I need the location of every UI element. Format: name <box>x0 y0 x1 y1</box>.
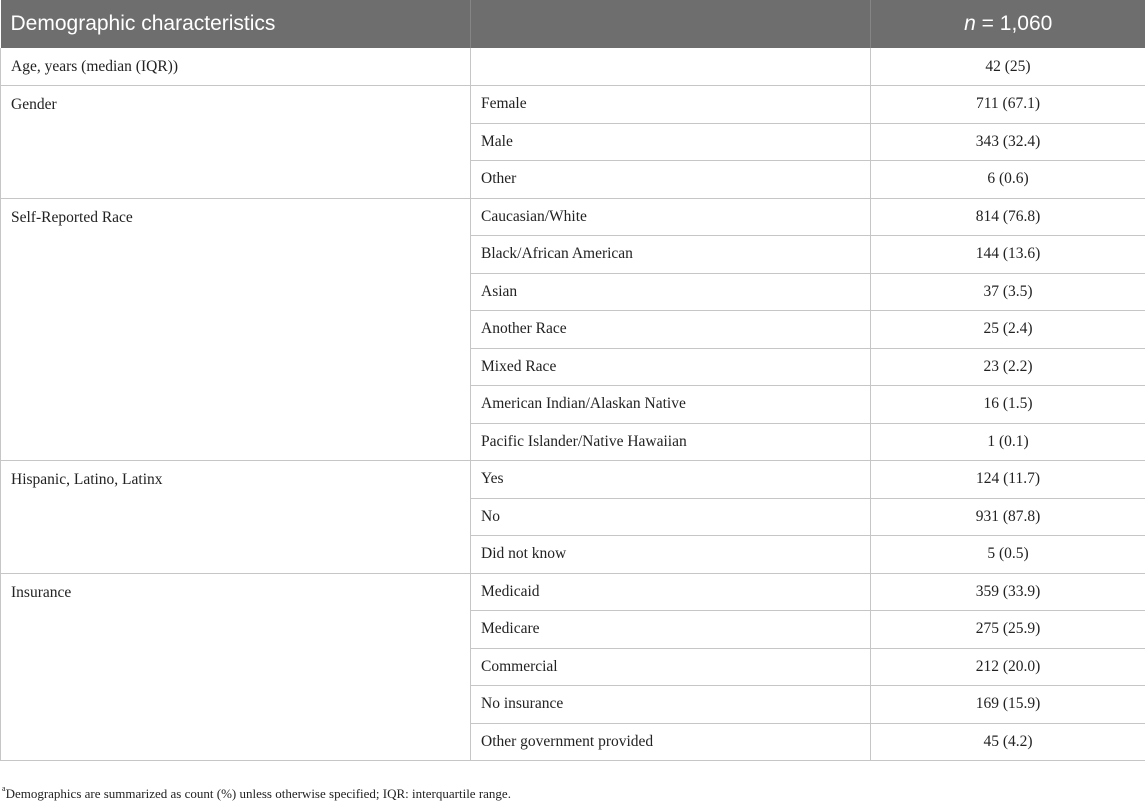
category-label: Insurance <box>1 573 471 761</box>
subcategory-label: Medicaid <box>471 573 871 611</box>
count-percent-value: 124 (11.7) <box>871 461 1145 499</box>
subcategory-label: Asian <box>471 273 871 311</box>
subcategory-label: Other <box>471 161 871 199</box>
count-percent-value: 6 (0.6) <box>871 161 1145 199</box>
subcategory-label: Other government provided <box>471 723 871 761</box>
header-n-value: = 1,060 <box>975 12 1053 35</box>
table-row <box>1 86 1145 124</box>
table-row <box>1 573 1145 611</box>
count-percent-value: 359 (33.9) <box>871 573 1145 611</box>
header-row <box>1 0 1145 48</box>
table-row <box>1 48 1145 86</box>
subcategory-label: No <box>471 498 871 536</box>
header-subcategory <box>471 0 871 48</box>
footnote-text: Demographics are summarized as count (%) unless otherwise specified; IQR: interquartile range. <box>5 786 511 801</box>
subcategory-label: Mixed Race <box>471 348 871 386</box>
table-row <box>1 461 1145 499</box>
count-percent-value: 931 (87.8) <box>871 498 1145 536</box>
subcategory-label: American Indian/Alaskan Native <box>471 386 871 424</box>
subcategory-label: Male <box>471 123 871 161</box>
category-label: Gender <box>1 86 471 199</box>
subcategory-label: Female <box>471 86 871 124</box>
count-percent-value: 1 (0.1) <box>871 423 1145 461</box>
count-percent-value: 25 (2.4) <box>871 311 1145 349</box>
count-percent-value: 343 (32.4) <box>871 123 1145 161</box>
count-percent-value: 42 (25) <box>871 48 1145 86</box>
category-label: Hispanic, Latino, Latinx <box>1 461 471 574</box>
count-percent-value: 5 (0.5) <box>871 536 1145 574</box>
footnote-marker: a <box>2 784 6 793</box>
count-percent-value: 144 (13.6) <box>871 236 1145 274</box>
header-demographic-characteristics: Demographic characteristics <box>1 0 471 48</box>
subcategory-label: Another Race <box>471 311 871 349</box>
subcategory-label: Pacific Islander/Native Hawaiian <box>471 423 871 461</box>
count-percent-value: 212 (20.0) <box>871 648 1145 686</box>
subcategory-label: No insurance <box>471 686 871 724</box>
count-percent-value: 23 (2.2) <box>871 348 1145 386</box>
header-n-symbol: n <box>964 12 976 35</box>
subcategory-label: Yes <box>471 461 871 499</box>
category-label: Self-Reported Race <box>1 198 471 461</box>
header-n-total <box>871 0 1145 48</box>
category-label: Age, years (median (IQR)) <box>1 48 471 86</box>
count-percent-value: 275 (25.9) <box>871 611 1145 649</box>
count-percent-value: 711 (67.1) <box>871 86 1145 124</box>
subcategory-label <box>471 48 871 86</box>
subcategory-label: Commercial <box>471 648 871 686</box>
table-body <box>1 48 1145 761</box>
subcategory-label: Caucasian/White <box>471 198 871 236</box>
subcategory-label: Medicare <box>471 611 871 649</box>
count-percent-value: 37 (3.5) <box>871 273 1145 311</box>
count-percent-value: 814 (76.8) <box>871 198 1145 236</box>
table-row <box>1 198 1145 236</box>
count-percent-value: 169 (15.9) <box>871 686 1145 724</box>
count-percent-value: 45 (4.2) <box>871 723 1145 761</box>
subcategory-label: Black/African American <box>471 236 871 274</box>
subcategory-label: Did not know <box>471 536 871 574</box>
table-footnote <box>2 786 511 802</box>
count-percent-value: 16 (1.5) <box>871 386 1145 424</box>
